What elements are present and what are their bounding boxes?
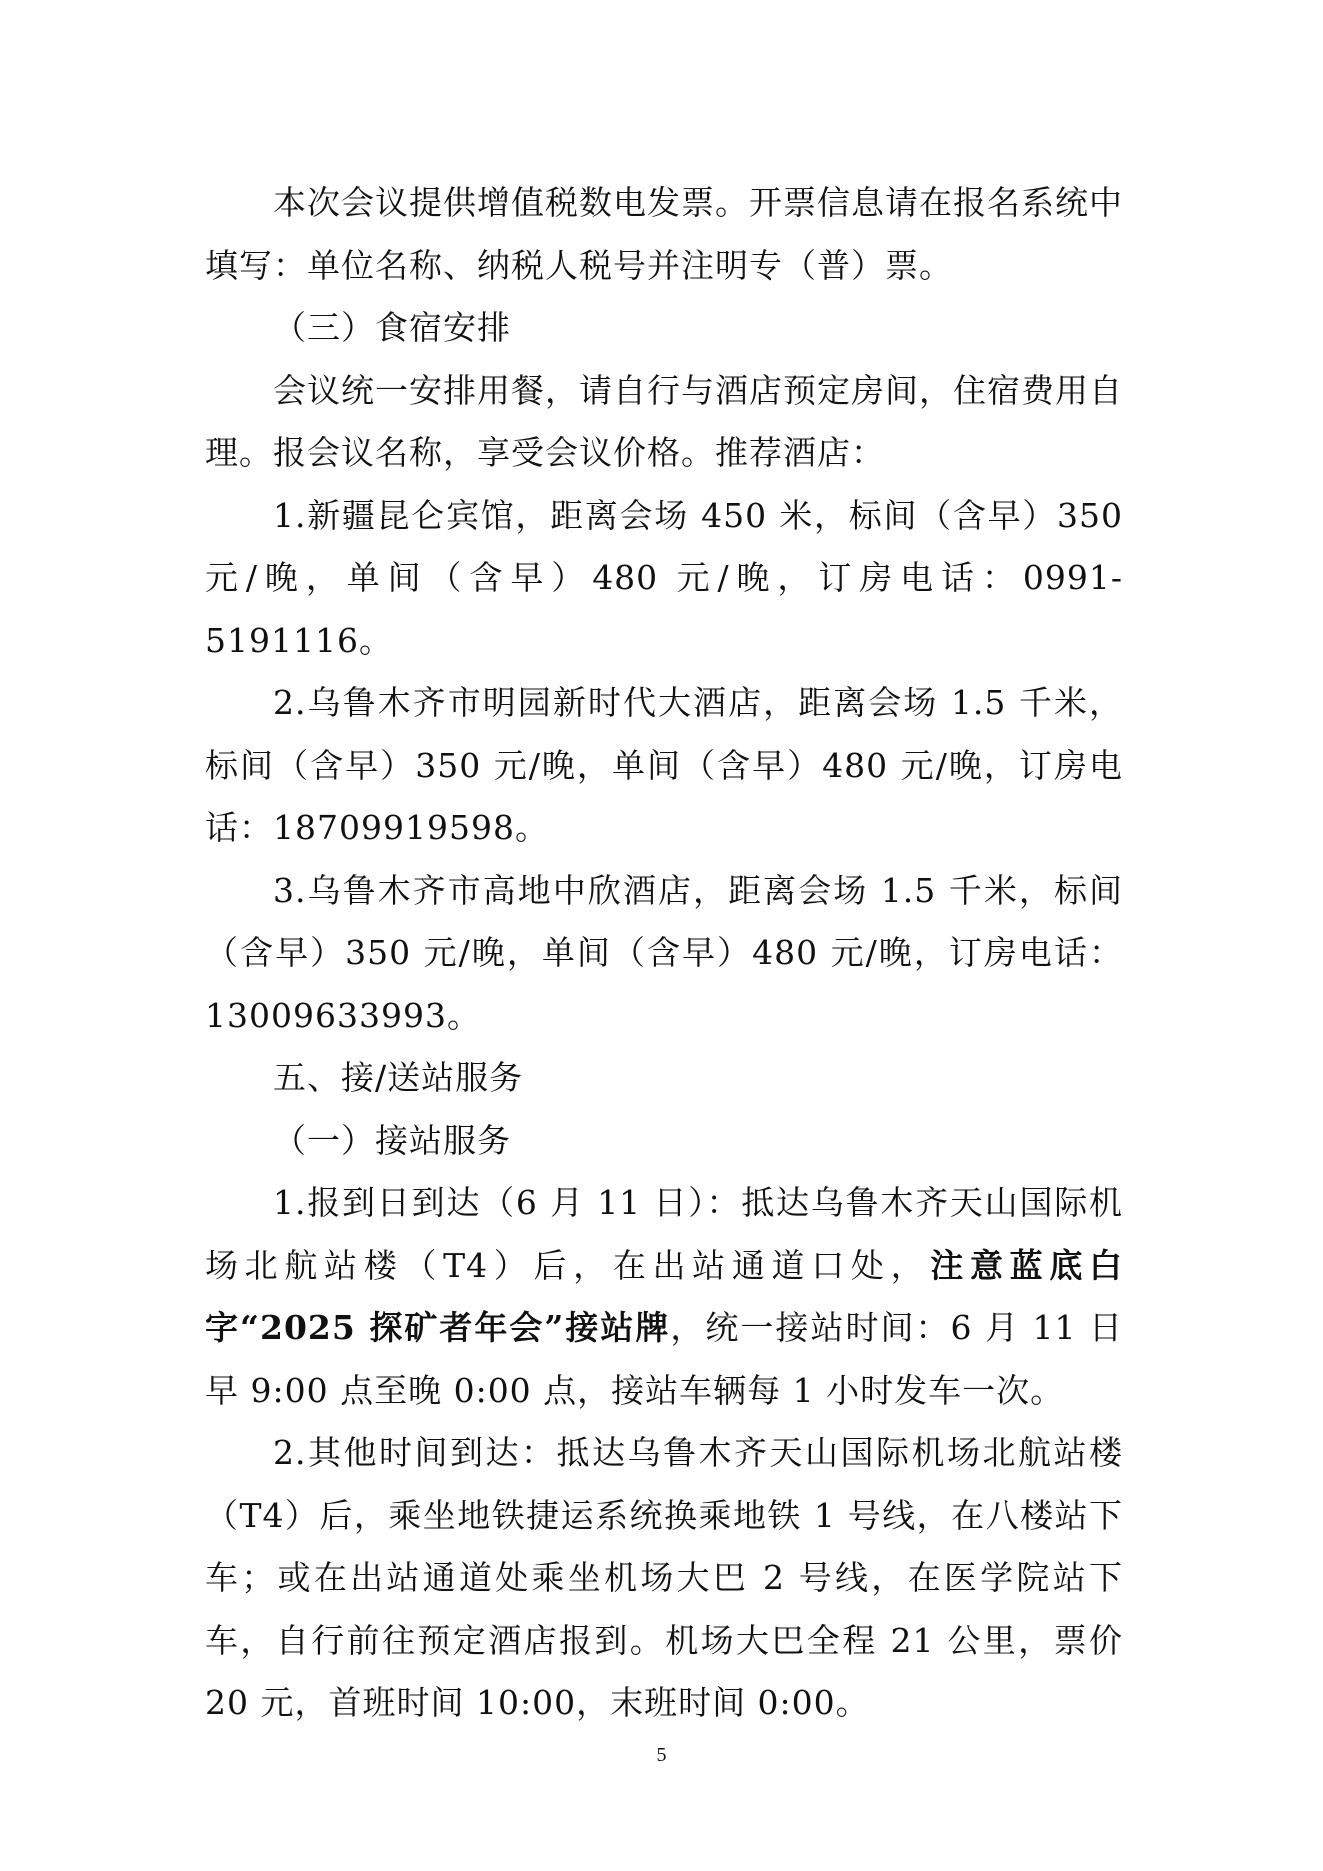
hotel-3-paragraph: 3.乌鲁木齐市高地中欣酒店，距离会场 1.5 千米，标间（含早）350 元/晚，单间（含早）480 元/晚，订房电话：13009633993。 <box>205 870 1123 1035</box>
pickup-text-before: 1.报到日到达（6 月 11 日）：抵达乌鲁木齐天山国际机场北航站楼（T4）后，在出站通道口处， <box>205 1183 1123 1285</box>
page-number: 5 <box>656 1744 667 1766</box>
invoice-paragraph: 本次会议提供增值税数电发票。开票信息请在报名系统中填写：单位名称、纳税人税号并注明专（普）票。 <box>205 183 1123 285</box>
section-heading-food-lodging: （三）食宿安排 <box>273 308 511 347</box>
pickup-text-after: ，统一接站时间：6 月 11 日早 9:00 点至晚 0:00 点，接站车辆每 1 小时发车一次。 <box>205 1308 1123 1410</box>
pickup-paragraph <box>205 1172 1123 1422</box>
subsection-heading-pickup: （一）接站服务 <box>273 1120 511 1160</box>
hotel-2-paragraph: 2.乌鲁木齐市明园新时代大酒店，距离会场 1.5 千米，标间（含早）350 元/晚，单间（含早）480 元/晚，订房电话：18709919598。 <box>205 683 1123 847</box>
pickup-sign-notice: 注意蓝底白字“2025 探矿者年会”接站牌 <box>205 1245 1124 1347</box>
other-arrival-paragraph: 2.其他时间到达：抵达乌鲁木齐天山国际机场北航站楼（T4）后，乘坐地铁捷运系统换乘地铁 1 号线，在八楼站下车；或在出站通道处乘坐机场大巴 2 号线，在医学院站下车，自行前往预定酒店报到。机场大巴全程 21 公里，票价 20 元，首班时间 10:00，末班时间 0:00。 <box>205 1433 1123 1722</box>
lodging-paragraph: 会议统一安排用餐，请自行与酒店预定房间，住宿费用自理。报会议名称，享受会议价格。推荐酒店： <box>205 370 1123 472</box>
hotel-1-paragraph: 1.新疆昆仑宾馆，距离会场 450 米，标间（含早）350 元/晚，单间（含早）480 元/晚，订房电话：0991-5191116。 <box>205 495 1123 660</box>
section-heading-transfer: 五、接/送站服务 <box>273 1058 524 1097</box>
body-text <box>205 172 1123 1735</box>
